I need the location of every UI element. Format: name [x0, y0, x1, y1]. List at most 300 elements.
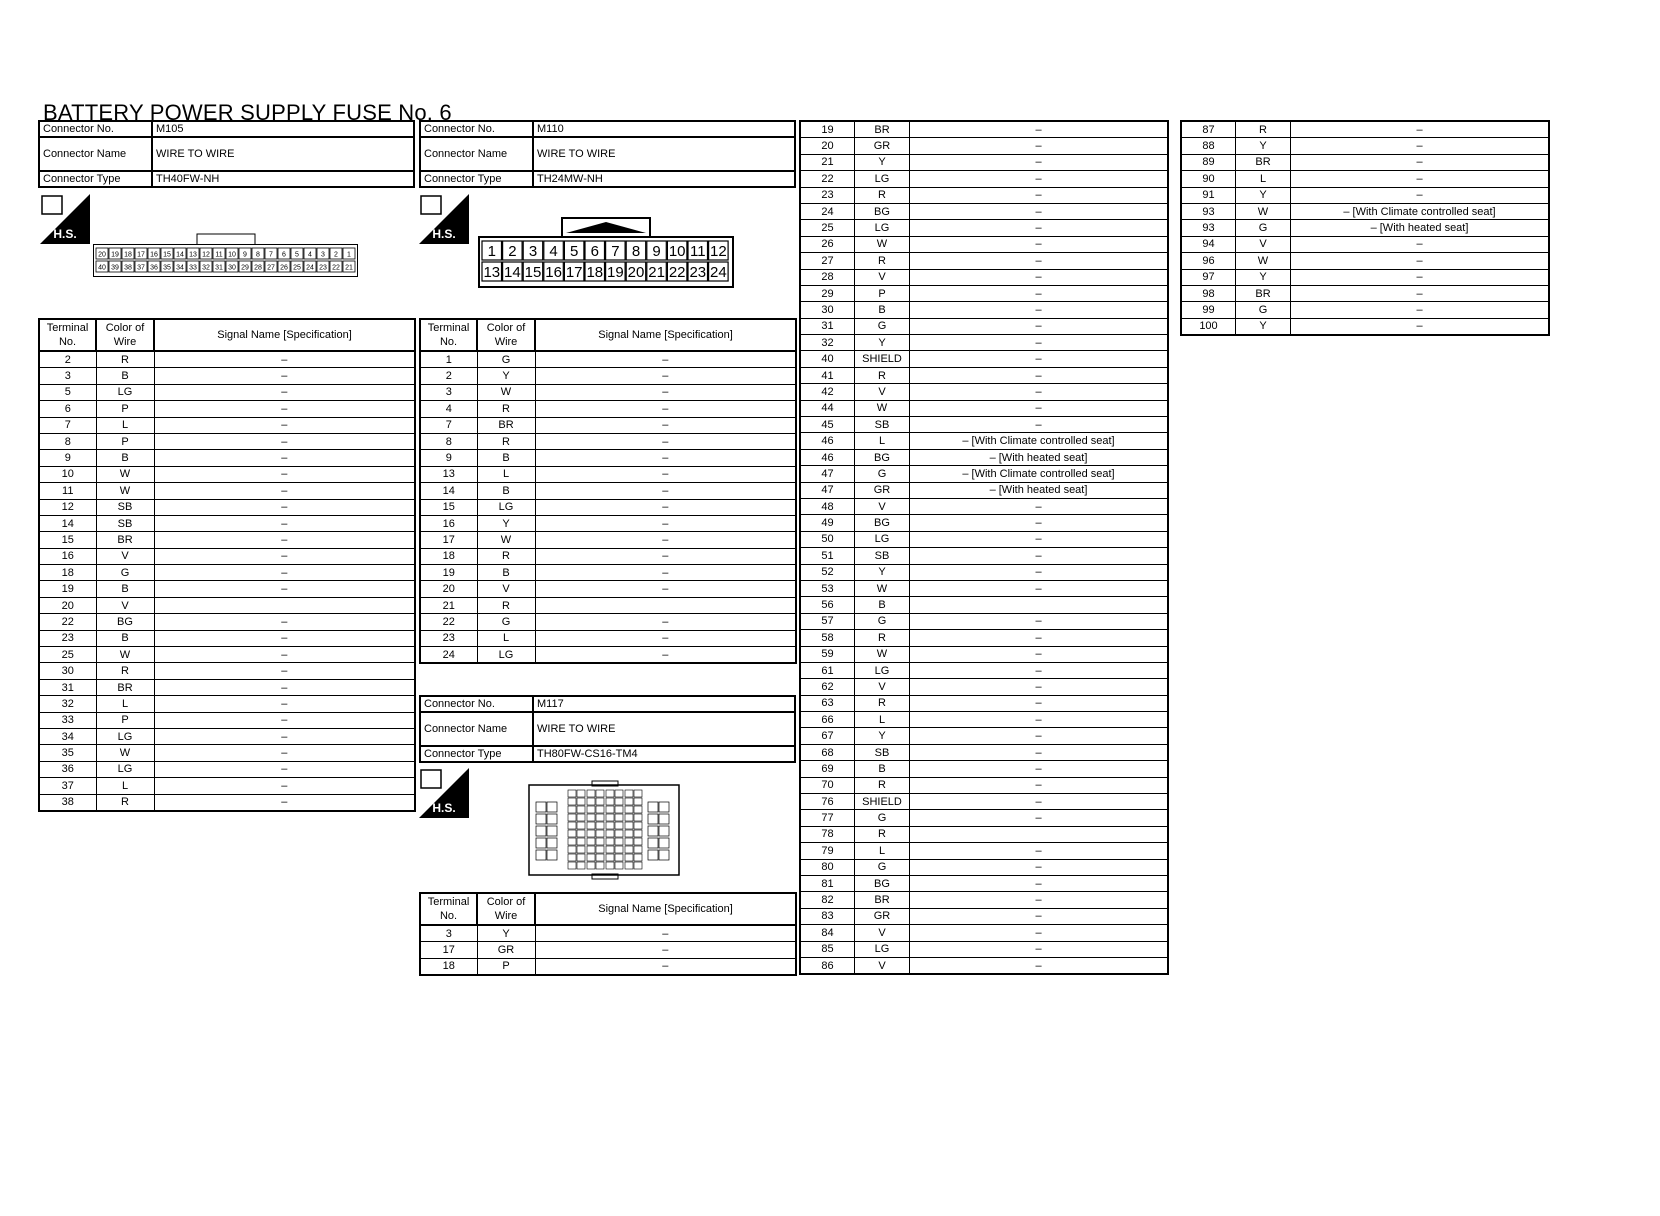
- pin-cell: [587, 838, 595, 845]
- signal-name-cell: –: [910, 695, 1169, 711]
- wire-color-cell: G: [855, 613, 910, 629]
- pin-label: 23: [689, 264, 707, 281]
- table-row: [800, 679, 1168, 695]
- wire-color-cell: G: [96, 565, 154, 581]
- connector-info-table: [419, 695, 796, 763]
- pin-cell: [587, 790, 595, 797]
- terminal-no-cell: 90: [1181, 171, 1236, 187]
- wire-color-cell: W: [96, 483, 154, 499]
- wire-color-cell: G: [477, 351, 535, 368]
- signal-name-cell: –: [535, 433, 796, 449]
- terminal-no-header: Terminal No.: [420, 893, 477, 925]
- signal-name-cell: –: [910, 236, 1169, 252]
- table-row: [800, 154, 1168, 170]
- signal-name-cell: –: [154, 351, 415, 368]
- table-row: [800, 662, 1168, 678]
- terminal-no-cell: 56: [800, 597, 855, 613]
- pin-cell: [634, 798, 642, 805]
- pin-cell: [536, 826, 546, 836]
- signal-name-cell: –: [910, 613, 1169, 629]
- pin-cell: [615, 830, 623, 837]
- signal-name-cell: –: [535, 630, 796, 646]
- pin-cell: [648, 826, 658, 836]
- pin-label: 20: [98, 251, 106, 259]
- table-row: [1181, 187, 1549, 203]
- pin-cell: [606, 838, 614, 845]
- pin-cell: [615, 798, 623, 805]
- wire-color-cell: V: [477, 581, 535, 597]
- pin-cell: [606, 806, 614, 813]
- pin-label: 25: [293, 264, 301, 272]
- terminal-no-cell: 23: [420, 630, 477, 646]
- wire-color-cell: G: [855, 810, 910, 826]
- pin-label: 11: [215, 251, 223, 259]
- wire-color-cell: Y: [855, 564, 910, 580]
- wire-color-cell: G: [855, 859, 910, 875]
- terminal-no-cell: 11: [39, 483, 96, 499]
- wire-color-cell: R: [477, 597, 535, 613]
- table-row: [420, 581, 796, 597]
- terminal-no-cell: 34: [39, 728, 96, 744]
- wire-color-cell: W: [1236, 253, 1291, 269]
- signal-name-cell: –: [535, 401, 796, 417]
- signal-name-cell: –: [910, 220, 1169, 236]
- pin-label: 14: [504, 264, 521, 281]
- terminal-no-cell: 45: [800, 417, 855, 433]
- wire-color-cell: R: [96, 351, 154, 368]
- terminal-no-cell: 23: [800, 187, 855, 203]
- pin-cell: [634, 854, 642, 861]
- terminal-no-cell: 100: [1181, 318, 1236, 335]
- pin-cell: [568, 806, 576, 813]
- wire-color-cell: BR: [477, 417, 535, 433]
- pin-cell: [596, 830, 604, 837]
- pin-cell: [625, 862, 633, 869]
- terminal-no-cell: 94: [1181, 236, 1236, 252]
- wire-color-cell: Y: [477, 368, 535, 384]
- table-row: [1181, 302, 1549, 318]
- table-row: [39, 696, 415, 712]
- signal-name-cell: –: [535, 548, 796, 564]
- signal-name-cell: –: [910, 908, 1169, 924]
- pin-cell: [536, 814, 546, 824]
- signal-name-cell: –: [154, 466, 415, 482]
- wire-color-cell: B: [96, 450, 154, 466]
- table-row: [800, 187, 1168, 203]
- wire-color-cell: P: [96, 401, 154, 417]
- pin-label: 26: [280, 264, 288, 272]
- wire-color-cell: LG: [855, 220, 910, 236]
- table-row: [39, 614, 415, 630]
- wire-color-cell: B: [96, 581, 154, 597]
- terminal-no-cell: 85: [800, 941, 855, 957]
- pin-cell: [615, 838, 623, 845]
- table-row: [39, 499, 415, 515]
- terminal-no-header: Terminal No.: [39, 319, 96, 351]
- signal-name-cell: –: [910, 253, 1169, 269]
- table-row: [800, 400, 1168, 416]
- wire-color-cell: V: [1236, 236, 1291, 252]
- pin-cell: [577, 846, 585, 853]
- signal-name-cell: –: [154, 368, 415, 384]
- wire-color-cell: W: [855, 236, 910, 252]
- wire-color-cell: B: [477, 565, 535, 581]
- wire-color-cell: V: [855, 679, 910, 695]
- signal-name-cell: –: [154, 548, 415, 564]
- connector-type-value: TH40FW-NH: [152, 171, 414, 187]
- terminal-no-cell: 77: [800, 810, 855, 826]
- pin-cell: [634, 862, 642, 869]
- pin-label: 38: [124, 264, 132, 272]
- table-row: [420, 597, 796, 613]
- table-row: [800, 482, 1168, 498]
- wire-color-cell: R: [855, 826, 910, 842]
- terminal-no-cell: 6: [39, 401, 96, 417]
- terminal-no-cell: 35: [39, 745, 96, 761]
- wire-color-cell: SB: [855, 548, 910, 564]
- pin-cell: [625, 854, 633, 861]
- wire-color-cell: BR: [96, 679, 154, 695]
- signal-name-cell: –: [910, 498, 1169, 514]
- wire-color-cell: W: [96, 745, 154, 761]
- table-row: [39, 630, 415, 646]
- signal-name-cell: [535, 597, 796, 613]
- terminal-no-cell: 84: [800, 925, 855, 941]
- pin-cell: [587, 830, 595, 837]
- pin-label: 7: [269, 251, 273, 259]
- table-row: [39, 483, 415, 499]
- table-row: [39, 532, 415, 548]
- table-row: [800, 859, 1168, 875]
- signal-name-cell: –: [910, 761, 1169, 777]
- table-row: [800, 302, 1168, 318]
- signal-name-cell: –: [1291, 253, 1550, 269]
- signal-name-cell: –: [154, 745, 415, 761]
- signal-name-cell: –: [910, 121, 1169, 138]
- pin-label: 22: [668, 264, 686, 281]
- wire-color-cell: BR: [1236, 154, 1291, 170]
- pin-cell: [625, 838, 633, 845]
- table-row: [800, 646, 1168, 662]
- terminal-no-cell: 31: [800, 318, 855, 334]
- signal-name-cell: –: [910, 531, 1169, 547]
- connector-type-label: Connector Type: [420, 171, 533, 187]
- terminal-no-cell: 24: [800, 203, 855, 219]
- table-row: [800, 171, 1168, 187]
- pin-cell: [596, 806, 604, 813]
- terminal-no-cell: 69: [800, 761, 855, 777]
- table-row: [39, 581, 415, 597]
- wire-color-cell: B: [477, 483, 535, 499]
- signal-name-cell: –: [535, 614, 796, 630]
- terminal-no-cell: 26: [800, 236, 855, 252]
- connector-m105: [38, 120, 415, 188]
- wire-color-cell: W: [96, 466, 154, 482]
- wire-color-cell: Y: [1236, 138, 1291, 154]
- pin-cell: [596, 862, 604, 869]
- signal-name-cell: –: [910, 302, 1169, 318]
- pin-label: 11: [690, 243, 706, 260]
- table-row: [800, 498, 1168, 514]
- connector-no-value: M110: [533, 121, 795, 137]
- pin-label: 27: [267, 264, 275, 272]
- signal-name-cell: –: [154, 761, 415, 777]
- connector-no-label: Connector No.: [420, 696, 533, 712]
- terminal-no-cell: 3: [39, 368, 96, 384]
- pin-cell: [587, 798, 595, 805]
- table-row: [39, 433, 415, 449]
- pin-label: 19: [607, 264, 624, 281]
- table-row: [39, 647, 415, 663]
- table-row: [800, 318, 1168, 334]
- signal-name-cell: –: [154, 712, 415, 728]
- wire-color-cell: R: [855, 253, 910, 269]
- pin-label: 7: [611, 243, 620, 260]
- table-row: [1181, 154, 1549, 170]
- terminal-no-cell: 52: [800, 564, 855, 580]
- wire-color-cell: R: [96, 663, 154, 679]
- terminal-no-cell: 25: [800, 220, 855, 236]
- terminal-table-m110-wrap: [419, 318, 797, 664]
- wire-color-cell: P: [96, 433, 154, 449]
- terminal-no-cell: 18: [39, 565, 96, 581]
- wire-color-cell: L: [477, 466, 535, 482]
- signal-name-cell: –: [535, 581, 796, 597]
- terminal-table-cont-1-wrap: [799, 120, 1169, 975]
- signal-name-cell: –: [154, 794, 415, 811]
- terminal-no-cell: 12: [39, 499, 96, 515]
- wire-color-cell: R: [855, 777, 910, 793]
- pin-cell: [577, 798, 585, 805]
- pin-cell: [606, 790, 614, 797]
- pin-cell: [625, 806, 633, 813]
- terminal-no-cell: 81: [800, 875, 855, 891]
- table-row: [39, 597, 415, 613]
- wire-color-cell: BR: [855, 121, 910, 138]
- table-row: [420, 401, 796, 417]
- wire-color-cell: GR: [855, 482, 910, 498]
- pin-label: 39: [111, 264, 119, 272]
- terminal-no-cell: 24: [420, 647, 477, 664]
- wire-color-cell: LG: [477, 499, 535, 515]
- signal-name-cell: – [With heated seat]: [910, 482, 1169, 498]
- signal-name-cell: –: [910, 892, 1169, 908]
- table-row: [800, 695, 1168, 711]
- pin-cell: [625, 822, 633, 829]
- table-row: [39, 450, 415, 466]
- pin-label: 12: [202, 251, 210, 259]
- terminal-no-cell: 32: [800, 335, 855, 351]
- terminal-no-cell: 3: [420, 925, 477, 942]
- wire-color-cell: W: [477, 532, 535, 548]
- table-row: [420, 499, 796, 515]
- pin-cell: [577, 790, 585, 797]
- terminal-no-cell: 40: [800, 351, 855, 367]
- table-row: [39, 745, 415, 761]
- wire-color-cell: V: [855, 957, 910, 974]
- signal-name-cell: –: [910, 777, 1169, 793]
- table-row: [800, 138, 1168, 154]
- signal-name-cell: –: [154, 728, 415, 744]
- table-row: [420, 532, 796, 548]
- terminal-no-cell: 61: [800, 662, 855, 678]
- signal-name-cell: –: [1291, 236, 1550, 252]
- connector-no-value: M117: [533, 696, 795, 712]
- signal-name-cell: –: [535, 499, 796, 515]
- signal-name-cell: –: [535, 351, 796, 368]
- pin-cell: [547, 850, 557, 860]
- table-row: [39, 384, 415, 400]
- table-row: [800, 121, 1168, 138]
- wire-color-cell: SB: [96, 515, 154, 531]
- terminal-no-cell: 79: [800, 843, 855, 859]
- pin-label: 15: [524, 264, 542, 281]
- terminal-no-cell: 8: [420, 433, 477, 449]
- wire-color-cell: P: [855, 285, 910, 301]
- pin-label: 8: [631, 243, 641, 260]
- signal-name-cell: –: [154, 614, 415, 630]
- pin-label: 16: [150, 251, 158, 259]
- signal-name-cell: –: [910, 203, 1169, 219]
- table-row: [800, 466, 1168, 482]
- table-row: [420, 483, 796, 499]
- pin-label: 10: [668, 243, 686, 260]
- connector-name-value: WIRE TO WIRE: [533, 137, 795, 171]
- table-row: [800, 826, 1168, 842]
- signal-name-cell: –: [154, 778, 415, 794]
- wire-color-cell: GR: [855, 138, 910, 154]
- terminal-no-cell: 53: [800, 580, 855, 596]
- signal-name-cell: –: [910, 744, 1169, 760]
- wire-color-cell: L: [1236, 171, 1291, 187]
- signal-name-cell: –: [910, 138, 1169, 154]
- terminal-no-cell: 17: [420, 942, 477, 958]
- pin-label: 19: [111, 251, 119, 259]
- table-row: [800, 367, 1168, 383]
- pin-label: 2: [334, 251, 338, 259]
- wire-color-cell: Y: [1236, 187, 1291, 203]
- signal-name-cell: –: [910, 285, 1169, 301]
- terminal-no-cell: 98: [1181, 285, 1236, 301]
- table-row: [800, 253, 1168, 269]
- terminal-no-cell: 80: [800, 859, 855, 875]
- terminal-no-cell: 36: [39, 761, 96, 777]
- signal-name-cell: –: [535, 925, 796, 942]
- table-row: [1181, 236, 1549, 252]
- wire-color-cell: V: [855, 384, 910, 400]
- wire-color-cell: V: [855, 269, 910, 285]
- pin-cell: [577, 854, 585, 861]
- terminal-no-cell: 41: [800, 367, 855, 383]
- signal-name-cell: –: [910, 515, 1169, 531]
- pin-label: 21: [345, 264, 353, 272]
- terminal-no-cell: 58: [800, 630, 855, 646]
- signal-name-cell: –: [154, 499, 415, 515]
- table-row: [800, 777, 1168, 793]
- pin-label: 15: [163, 251, 171, 259]
- table-row: [39, 728, 415, 744]
- terminal-no-cell: 20: [420, 581, 477, 597]
- terminal-no-cell: 29: [800, 285, 855, 301]
- pin-cell: [606, 854, 614, 861]
- pin-label: 30: [228, 264, 236, 272]
- table-row: [39, 778, 415, 794]
- terminal-no-header: Terminal No.: [420, 319, 477, 351]
- wire-color-cell: L: [477, 630, 535, 646]
- table-row: [39, 565, 415, 581]
- signal-name-cell: –: [910, 187, 1169, 203]
- terminal-no-cell: 99: [1181, 302, 1236, 318]
- pin-label: 40: [98, 264, 106, 272]
- signal-name-cell: –: [535, 483, 796, 499]
- signal-name-cell: – [With heated seat]: [910, 449, 1169, 465]
- wire-color-cell: L: [855, 433, 910, 449]
- table-row: [800, 335, 1168, 351]
- table-row: [800, 384, 1168, 400]
- connector-type-label: Connector Type: [39, 171, 152, 187]
- pin-label: 1: [347, 251, 351, 259]
- table-row: [800, 875, 1168, 891]
- wire-color-cell: LG: [855, 531, 910, 547]
- wire-color-cell: BR: [96, 532, 154, 548]
- terminal-no-cell: 78: [800, 826, 855, 842]
- pin-cell: [536, 850, 546, 860]
- table-row: [420, 942, 796, 958]
- pin-cell: [634, 830, 642, 837]
- terminal-no-cell: 67: [800, 728, 855, 744]
- signal-name-cell: –: [910, 794, 1169, 810]
- wire-color-cell: W: [855, 580, 910, 596]
- wire-color-cell: B: [96, 630, 154, 646]
- terminal-no-cell: 15: [39, 532, 96, 548]
- signal-name-cell: –: [910, 269, 1169, 285]
- pin-cell: [659, 802, 669, 812]
- table-row: [420, 958, 796, 975]
- signal-name-cell: –: [154, 515, 415, 531]
- table-row: [1181, 171, 1549, 187]
- terminal-no-cell: 70: [800, 777, 855, 793]
- pin-cell: [615, 790, 623, 797]
- pin-cell: [615, 854, 623, 861]
- pin-label: 9: [243, 251, 247, 259]
- table-row: [800, 712, 1168, 728]
- pin-cell: [615, 846, 623, 853]
- connector-m110: [419, 120, 796, 188]
- terminal-table-continued: [799, 120, 1169, 975]
- wire-color-cell: W: [855, 400, 910, 416]
- pin-cell: [596, 838, 604, 845]
- table-row: [1181, 203, 1549, 219]
- pin-cell: [587, 854, 595, 861]
- signal-name-cell: –: [535, 515, 796, 531]
- terminal-no-cell: 20: [800, 138, 855, 154]
- pin-cell: [606, 862, 614, 869]
- pin-label: 31: [215, 264, 223, 272]
- wire-color-cell: P: [477, 958, 535, 975]
- terminal-no-cell: 13: [420, 466, 477, 482]
- signal-name-cell: – [With Climate controlled seat]: [1291, 203, 1550, 219]
- signal-name-cell: –: [1291, 138, 1550, 154]
- pin-cell: [596, 846, 604, 853]
- wire-color-cell: L: [855, 843, 910, 859]
- wire-color-cell: R: [855, 187, 910, 203]
- table-row: [800, 957, 1168, 974]
- terminal-no-cell: 14: [39, 515, 96, 531]
- wire-color-cell: P: [96, 712, 154, 728]
- terminal-no-cell: 10: [39, 466, 96, 482]
- wire-color-cell: Y: [855, 728, 910, 744]
- wire-color-cell: Y: [477, 515, 535, 531]
